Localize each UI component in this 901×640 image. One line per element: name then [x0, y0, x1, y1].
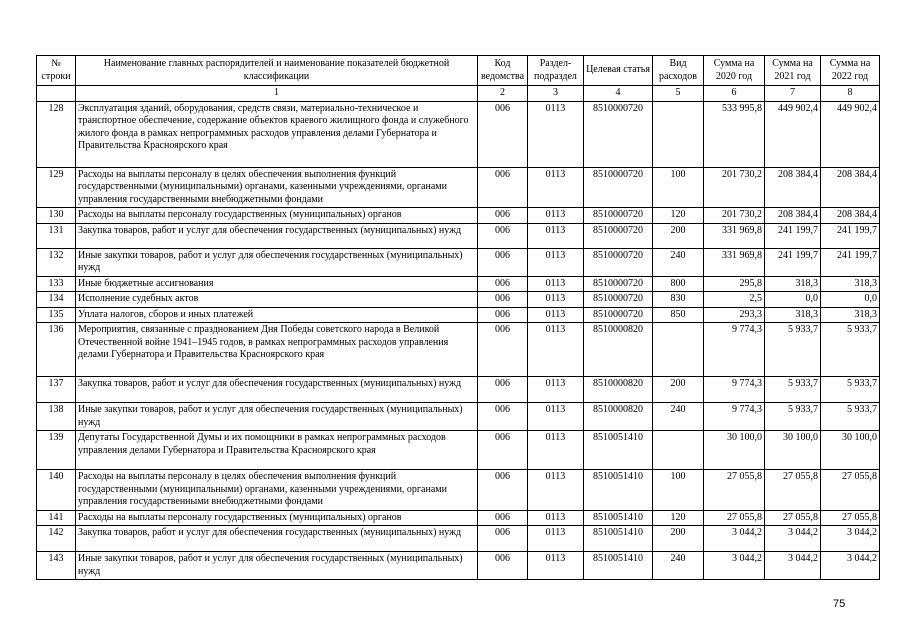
table-row [37, 510, 880, 526]
sum-2022-cell: 27 055,8 [821, 510, 880, 526]
sum-2020-cell: 27 055,8 [704, 510, 765, 526]
table-row [37, 323, 880, 377]
row-number-cell: 141 [37, 510, 76, 526]
sum-2022-cell: 0,0 [821, 292, 880, 308]
table-row [37, 431, 880, 470]
sum-2022-cell: 5 933,7 [821, 403, 880, 431]
target-article-cell: 8510000820 [584, 377, 653, 403]
row-number-cell: 142 [37, 526, 76, 552]
expense-type-cell: 800 [653, 276, 704, 292]
name-cell: Иные закупки товаров, работ и услуг для обеспечения государственных (муниципальных) нужд [76, 248, 478, 276]
expense-type-cell: 200 [653, 526, 704, 552]
target-article-cell: 8510051410 [584, 470, 653, 511]
table-row [37, 223, 880, 248]
sum-2022-cell: 241 199,7 [821, 223, 880, 248]
sum-2021-cell: 318,3 [765, 276, 821, 292]
target-article-cell: 8510000820 [584, 403, 653, 431]
target-article-cell: 8510000720 [584, 292, 653, 308]
sum-2021-cell: 5 933,7 [765, 403, 821, 431]
column-number-cell: 1 [76, 86, 478, 102]
column-number-row [37, 86, 880, 102]
column-number-cell: 7 [765, 86, 821, 102]
dept-code-cell: 006 [478, 377, 528, 403]
dept-code-cell: 006 [478, 552, 528, 580]
sum-2022-cell: 3 044,2 [821, 552, 880, 580]
expense-type-cell [653, 323, 704, 377]
table-row [37, 276, 880, 292]
row-number-cell: 143 [37, 552, 76, 580]
target-article-cell: 8510000720 [584, 167, 653, 208]
target-article-cell: 8510051410 [584, 552, 653, 580]
dept-code-cell: 006 [478, 208, 528, 224]
dept-code-cell: 006 [478, 323, 528, 377]
sum-2020-cell: 3 044,2 [704, 526, 765, 552]
sum-2020-cell: 293,3 [704, 307, 765, 323]
expense-type-cell [653, 431, 704, 470]
table-row [37, 377, 880, 403]
section-cell: 0113 [528, 276, 584, 292]
expense-type-cell: 850 [653, 307, 704, 323]
table-row [37, 470, 880, 511]
section-cell: 0113 [528, 208, 584, 224]
sum-2022-cell: 30 100,0 [821, 431, 880, 470]
section-cell: 0113 [528, 223, 584, 248]
sum-2021-cell: 0,0 [765, 292, 821, 308]
header-cell: Раздел-подраздел [528, 56, 584, 86]
column-number-cell: 5 [653, 86, 704, 102]
sum-2020-cell: 533 995,8 [704, 101, 765, 167]
target-article-cell: 8510000720 [584, 307, 653, 323]
dept-code-cell: 006 [478, 276, 528, 292]
row-number-cell: 129 [37, 167, 76, 208]
name-cell: Расходы на выплаты персоналу в целях обеспечения выполнения функций государственными (муниципальными) органами, казенными учреждениями, органами управления государственными внебюджетными фондами [76, 167, 478, 208]
dept-code-cell: 006 [478, 167, 528, 208]
sum-2022-cell: 241 199,7 [821, 248, 880, 276]
sum-2021-cell: 5 933,7 [765, 323, 821, 377]
row-number-cell: 135 [37, 307, 76, 323]
target-article-cell: 8510000720 [584, 208, 653, 224]
row-number-cell: 134 [37, 292, 76, 308]
table-row [37, 552, 880, 580]
expense-type-cell: 240 [653, 403, 704, 431]
dept-code-cell: 006 [478, 470, 528, 511]
name-cell: Мероприятия, связанные с празднованием Дня Победы советского народа в Великой Отечественной войне 1941–1945 годов, в рамках непрограммных расходов управления делами Губернатора и Правительства Красноярского края [76, 323, 478, 377]
expense-type-cell: 120 [653, 510, 704, 526]
table-header [37, 56, 880, 102]
target-article-cell: 8510000720 [584, 248, 653, 276]
sum-2022-cell: 5 933,7 [821, 377, 880, 403]
sum-2022-cell: 5 933,7 [821, 323, 880, 377]
row-number-cell: 131 [37, 223, 76, 248]
table-row [37, 248, 880, 276]
column-number-cell: 6 [704, 86, 765, 102]
name-cell: Иные закупки товаров, работ и услуг для обеспечения государственных (муниципальных) нужд [76, 552, 478, 580]
section-cell: 0113 [528, 307, 584, 323]
name-cell: Закупка товаров, работ и услуг для обеспечения государственных (муниципальных) нужд [76, 526, 478, 552]
sum-2021-cell: 241 199,7 [765, 248, 821, 276]
target-article-cell: 8510000720 [584, 101, 653, 167]
sum-2022-cell: 208 384,4 [821, 167, 880, 208]
header-cell: Вид расходов [653, 56, 704, 86]
table-row [37, 101, 880, 167]
sum-2020-cell: 3 044,2 [704, 552, 765, 580]
dept-code-cell: 006 [478, 292, 528, 308]
sum-2020-cell: 9 774,3 [704, 323, 765, 377]
row-number-cell: 136 [37, 323, 76, 377]
column-number-cell: 8 [821, 86, 880, 102]
dept-code-cell: 006 [478, 307, 528, 323]
sum-2022-cell: 27 055,8 [821, 470, 880, 511]
sum-2022-cell: 449 902,4 [821, 101, 880, 167]
sum-2020-cell: 201 730,2 [704, 208, 765, 224]
target-article-cell: 8510051410 [584, 526, 653, 552]
sum-2021-cell: 318,3 [765, 307, 821, 323]
sum-2021-cell: 5 933,7 [765, 377, 821, 403]
expense-type-cell [653, 101, 704, 167]
expense-type-cell: 200 [653, 377, 704, 403]
target-article-cell: 8510051410 [584, 510, 653, 526]
section-cell: 0113 [528, 431, 584, 470]
sum-2021-cell: 27 055,8 [765, 470, 821, 511]
row-number-cell: 128 [37, 101, 76, 167]
page-number: 75 [833, 598, 846, 610]
expense-type-cell: 100 [653, 470, 704, 511]
header-cell: Целевая статья [584, 56, 653, 86]
name-cell: Иные бюджетные ассигнования [76, 276, 478, 292]
name-cell: Расходы на выплаты персоналу в целях обеспечения выполнения функций государственными (муниципальными) органами, казенными учреждениями, органами управления государственными внебюджетными фондами [76, 470, 478, 511]
row-number-cell: 140 [37, 470, 76, 511]
sum-2020-cell: 201 730,2 [704, 167, 765, 208]
section-cell: 0113 [528, 403, 584, 431]
sum-2021-cell: 449 902,4 [765, 101, 821, 167]
expense-type-cell: 100 [653, 167, 704, 208]
dept-code-cell: 006 [478, 431, 528, 470]
section-cell: 0113 [528, 292, 584, 308]
name-cell: Расходы на выплаты персоналу государственных (муниципальных) органов [76, 208, 478, 224]
header-cell: Сумма на 2021 год [765, 56, 821, 86]
sum-2022-cell: 318,3 [821, 307, 880, 323]
sum-2020-cell: 331 969,8 [704, 248, 765, 276]
row-number-cell: 130 [37, 208, 76, 224]
table-row [37, 403, 880, 431]
expense-type-cell: 200 [653, 223, 704, 248]
sum-2022-cell: 208 384,4 [821, 208, 880, 224]
target-article-cell: 8510051410 [584, 431, 653, 470]
target-article-cell: 8510000820 [584, 323, 653, 377]
sum-2021-cell: 208 384,4 [765, 208, 821, 224]
sum-2021-cell: 30 100,0 [765, 431, 821, 470]
sum-2021-cell: 27 055,8 [765, 510, 821, 526]
column-number-cell: 4 [584, 86, 653, 102]
name-cell: Расходы на выплаты персоналу государственных (муниципальных) органов [76, 510, 478, 526]
header-cell: Сумма на 2020 год [704, 56, 765, 86]
section-cell: 0113 [528, 323, 584, 377]
dept-code-cell: 006 [478, 101, 528, 167]
section-cell: 0113 [528, 552, 584, 580]
section-cell: 0113 [528, 167, 584, 208]
row-number-cell: 137 [37, 377, 76, 403]
sum-2021-cell: 3 044,2 [765, 552, 821, 580]
dept-code-cell: 006 [478, 403, 528, 431]
section-cell: 0113 [528, 526, 584, 552]
dept-code-cell: 006 [478, 510, 528, 526]
header-cell: Код ведомства [478, 56, 528, 86]
name-cell: Закупка товаров, работ и услуг для обеспечения государственных (муниципальных) нужд [76, 377, 478, 403]
table-row [37, 307, 880, 323]
sum-2021-cell: 3 044,2 [765, 526, 821, 552]
row-number-cell: 138 [37, 403, 76, 431]
row-number-cell: 139 [37, 431, 76, 470]
sum-2020-cell: 9 774,3 [704, 377, 765, 403]
name-cell: Закупка товаров, работ и услуг для обеспечения государственных (муниципальных) нужд [76, 223, 478, 248]
sum-2021-cell: 241 199,7 [765, 223, 821, 248]
section-cell: 0113 [528, 248, 584, 276]
table-row [37, 167, 880, 208]
sum-2020-cell: 9 774,3 [704, 403, 765, 431]
name-cell: Депутаты Государственной Думы и их помощники в рамках непрограммных расходов управления делами Губернатора и Правительства Красноярского края [76, 431, 478, 470]
target-article-cell: 8510000720 [584, 223, 653, 248]
sum-2022-cell: 318,3 [821, 276, 880, 292]
table-body [37, 101, 880, 580]
header-row [37, 56, 880, 86]
section-cell: 0113 [528, 470, 584, 511]
sum-2020-cell: 2,5 [704, 292, 765, 308]
row-number-cell: 133 [37, 276, 76, 292]
expense-type-cell: 240 [653, 552, 704, 580]
name-cell: Исполнение судебных актов [76, 292, 478, 308]
name-cell: Эксплуатация зданий, оборудования, средств связи, материально-техническое и транспортное обеспечение, содержание объектов краевого жилищного фонда и служебного жилого фонда в рамках непрограммных расходов управления делами Губернатора и Правительства Красноярского края [76, 101, 478, 167]
expense-type-cell: 120 [653, 208, 704, 224]
header-cell: Сумма на 2022 год [821, 56, 880, 86]
sum-2020-cell: 27 055,8 [704, 470, 765, 511]
column-number-cell [37, 86, 76, 102]
section-cell: 0113 [528, 101, 584, 167]
table-row [37, 292, 880, 308]
row-number-cell: 132 [37, 248, 76, 276]
header-cell: № строки [37, 56, 76, 86]
target-article-cell: 8510000720 [584, 276, 653, 292]
dept-code-cell: 006 [478, 526, 528, 552]
section-cell: 0113 [528, 510, 584, 526]
dept-code-cell: 006 [478, 248, 528, 276]
sum-2020-cell: 295,8 [704, 276, 765, 292]
sum-2020-cell: 331 969,8 [704, 223, 765, 248]
name-cell: Иные закупки товаров, работ и услуг для обеспечения государственных (муниципальных) нужд [76, 403, 478, 431]
dept-code-cell: 006 [478, 223, 528, 248]
column-number-cell: 3 [528, 86, 584, 102]
header-cell: Наименование главных распорядителей и наименование показателей бюджетной классификации [76, 56, 478, 86]
expense-type-cell: 240 [653, 248, 704, 276]
name-cell: Уплата налогов, сборов и иных платежей [76, 307, 478, 323]
section-cell: 0113 [528, 377, 584, 403]
sum-2021-cell: 208 384,4 [765, 167, 821, 208]
sum-2020-cell: 30 100,0 [704, 431, 765, 470]
column-number-cell: 2 [478, 86, 528, 102]
table-row [37, 208, 880, 224]
budget-table [36, 55, 880, 580]
table-row [37, 526, 880, 552]
sum-2022-cell: 3 044,2 [821, 526, 880, 552]
expense-type-cell: 830 [653, 292, 704, 308]
